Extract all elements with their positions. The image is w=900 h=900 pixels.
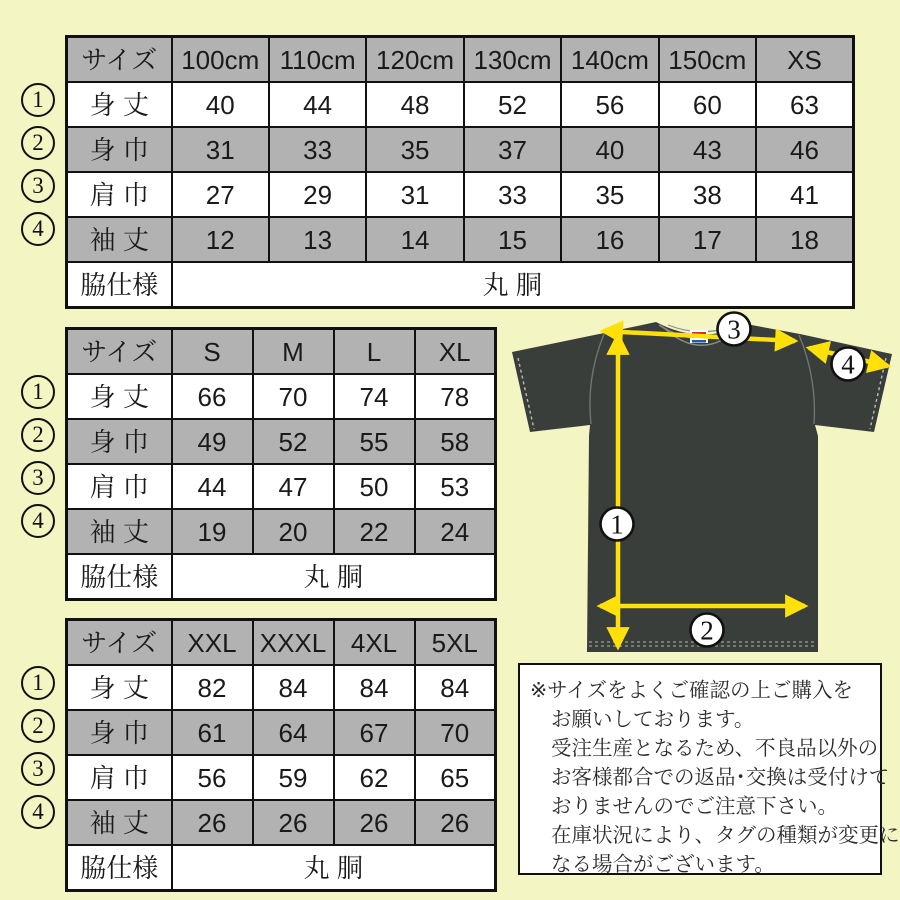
- value-cell: 15: [464, 217, 561, 262]
- value-cell: 43: [659, 127, 756, 172]
- value-cell: 70: [415, 710, 496, 755]
- value-cell: 26: [334, 800, 415, 845]
- tshirt-measure-diagram: [503, 308, 900, 660]
- note-line: お客様都合での返品･交換は受付けて: [551, 766, 890, 789]
- side-spec-row: [67, 554, 496, 600]
- value-cell: 26: [253, 800, 334, 845]
- row-label: 身 巾: [67, 419, 172, 464]
- value-cell: 19: [172, 509, 253, 554]
- note-line: おりませんのでご注意下さい。: [551, 795, 838, 818]
- row-label: 身 丈: [67, 665, 172, 710]
- table-row: [67, 419, 496, 464]
- marker-digit-2: 2: [700, 615, 714, 646]
- row-label: 袖 丈: [67, 509, 172, 554]
- value-cell: 65: [415, 755, 496, 800]
- value-cell: 14: [366, 217, 463, 262]
- side-spec-label: 脇仕様: [67, 554, 172, 600]
- row-marker: 1: [21, 666, 55, 700]
- value-cell: 46: [756, 127, 853, 172]
- value-cell: 47: [253, 464, 334, 509]
- value-cell: 59: [253, 755, 334, 800]
- size-table-xxl-5xl: [65, 618, 497, 892]
- value-cell: 38: [659, 172, 756, 217]
- row-marker: 3: [21, 752, 55, 786]
- value-cell: 61: [172, 710, 253, 755]
- value-cell: 27: [172, 172, 269, 217]
- size-header: サイズ: [67, 620, 172, 666]
- row-label: 身 丈: [67, 82, 172, 127]
- marker-digit-3: 3: [727, 314, 741, 345]
- row-marker: 3: [21, 169, 55, 203]
- value-cell: 56: [172, 755, 253, 800]
- table-row: [67, 755, 496, 800]
- value-cell: 29: [269, 172, 366, 217]
- col-header: 140cm: [561, 37, 658, 83]
- value-cell: 40: [561, 127, 658, 172]
- value-cell: 12: [172, 217, 269, 262]
- value-cell: 56: [561, 82, 658, 127]
- value-cell: 50: [334, 464, 415, 509]
- value-cell: 67: [334, 710, 415, 755]
- value-cell: 84: [334, 665, 415, 710]
- col-header: XL: [415, 329, 496, 375]
- value-cell: 31: [366, 172, 463, 217]
- size-table: [65, 327, 497, 601]
- table-row: [67, 509, 496, 554]
- row-label: 肩 巾: [67, 755, 172, 800]
- row-label: 肩 巾: [67, 172, 172, 217]
- row-marker: 4: [21, 212, 55, 246]
- value-cell: 41: [756, 172, 853, 217]
- col-header: 5XL: [415, 620, 496, 666]
- col-header: XS: [756, 37, 853, 83]
- row-label: 身 巾: [67, 710, 172, 755]
- value-cell: 62: [334, 755, 415, 800]
- value-cell: 66: [172, 374, 253, 419]
- value-cell: 33: [464, 172, 561, 217]
- col-header: XXXL: [253, 620, 334, 666]
- table-row: [67, 710, 496, 755]
- value-cell: 84: [253, 665, 334, 710]
- value-cell: 22: [334, 509, 415, 554]
- value-cell: 52: [253, 419, 334, 464]
- marker-digit-4: 4: [841, 349, 855, 380]
- row-marker: 2: [21, 709, 55, 743]
- side-spec-label: 脇仕様: [67, 262, 172, 308]
- row-label: 袖 丈: [67, 217, 172, 262]
- value-cell: 74: [334, 374, 415, 419]
- row-label: 肩 巾: [67, 464, 172, 509]
- value-cell: 53: [415, 464, 496, 509]
- purchase-note: [518, 663, 900, 876]
- value-cell: 20: [253, 509, 334, 554]
- col-header: XXL: [172, 620, 253, 666]
- value-cell: 52: [464, 82, 561, 127]
- table-row: [67, 172, 854, 217]
- value-cell: 24: [415, 509, 496, 554]
- col-header: 4XL: [334, 620, 415, 666]
- row-marker: 3: [21, 461, 55, 495]
- header-row: [67, 329, 496, 375]
- col-header: S: [172, 329, 253, 375]
- side-spec-value: 丸 胴: [172, 845, 496, 891]
- row-label: 袖 丈: [67, 800, 172, 845]
- col-header: L: [334, 329, 415, 375]
- table-row: [67, 464, 496, 509]
- value-cell: 40: [172, 82, 269, 127]
- value-cell: 33: [269, 127, 366, 172]
- value-cell: 58: [415, 419, 496, 464]
- value-cell: 31: [172, 127, 269, 172]
- header-row: [67, 620, 496, 666]
- size-table-kids-xs: [65, 35, 855, 309]
- col-header: 130cm: [464, 37, 561, 83]
- value-cell: 37: [464, 127, 561, 172]
- note-line: ※サイズをよくご確認の上ご購入を: [530, 679, 854, 702]
- value-cell: 17: [659, 217, 756, 262]
- value-cell: 44: [172, 464, 253, 509]
- value-cell: 18: [756, 217, 853, 262]
- row-label: 身 巾: [67, 127, 172, 172]
- size-header: サイズ: [67, 329, 172, 375]
- table-row: [67, 82, 854, 127]
- side-spec-row: [67, 262, 854, 308]
- col-header: 120cm: [366, 37, 463, 83]
- value-cell: 44: [269, 82, 366, 127]
- side-spec-value: 丸 胴: [172, 554, 496, 600]
- table-row: [67, 374, 496, 419]
- row-marker: 2: [21, 126, 55, 160]
- note-line: 在庫状況により、タグの種類が変更に: [551, 824, 900, 847]
- value-cell: 64: [253, 710, 334, 755]
- col-header: M: [253, 329, 334, 375]
- value-cell: 63: [756, 82, 853, 127]
- value-cell: 70: [253, 374, 334, 419]
- size-table: [65, 618, 497, 892]
- size-header: サイズ: [67, 37, 172, 83]
- table-row: [67, 217, 854, 262]
- table-row: [67, 127, 854, 172]
- size-table-s-xl: [65, 327, 497, 601]
- value-cell: 35: [366, 127, 463, 172]
- row-marker: 2: [21, 418, 55, 452]
- value-cell: 26: [172, 800, 253, 845]
- row-marker: 1: [21, 83, 55, 117]
- value-cell: 55: [334, 419, 415, 464]
- table-row: [67, 800, 496, 845]
- value-cell: 60: [659, 82, 756, 127]
- value-cell: 49: [172, 419, 253, 464]
- col-header: 100cm: [172, 37, 269, 83]
- col-header: 150cm: [659, 37, 756, 83]
- side-spec-label: 脇仕様: [67, 845, 172, 891]
- size-table: [65, 35, 855, 309]
- marker-digit-1: 1: [610, 509, 624, 540]
- row-marker: 4: [21, 504, 55, 538]
- table-row: [67, 665, 496, 710]
- col-header: 110cm: [269, 37, 366, 83]
- note-line: なる場合がございます。: [551, 853, 775, 876]
- row-label: 身 丈: [67, 374, 172, 419]
- value-cell: 84: [415, 665, 496, 710]
- value-cell: 13: [269, 217, 366, 262]
- row-marker: 4: [21, 795, 55, 829]
- note-line: 受注生産となるため、不良品以外の: [551, 737, 879, 760]
- row-marker: 1: [21, 375, 55, 409]
- side-spec-value: 丸 胴: [172, 262, 854, 308]
- value-cell: 78: [415, 374, 496, 419]
- header-row: [67, 37, 854, 83]
- value-cell: 48: [366, 82, 463, 127]
- value-cell: 35: [561, 172, 658, 217]
- value-cell: 16: [561, 217, 658, 262]
- note-line: お願いしております。: [551, 708, 755, 731]
- value-cell: 82: [172, 665, 253, 710]
- value-cell: 26: [415, 800, 496, 845]
- side-spec-row: [67, 845, 496, 891]
